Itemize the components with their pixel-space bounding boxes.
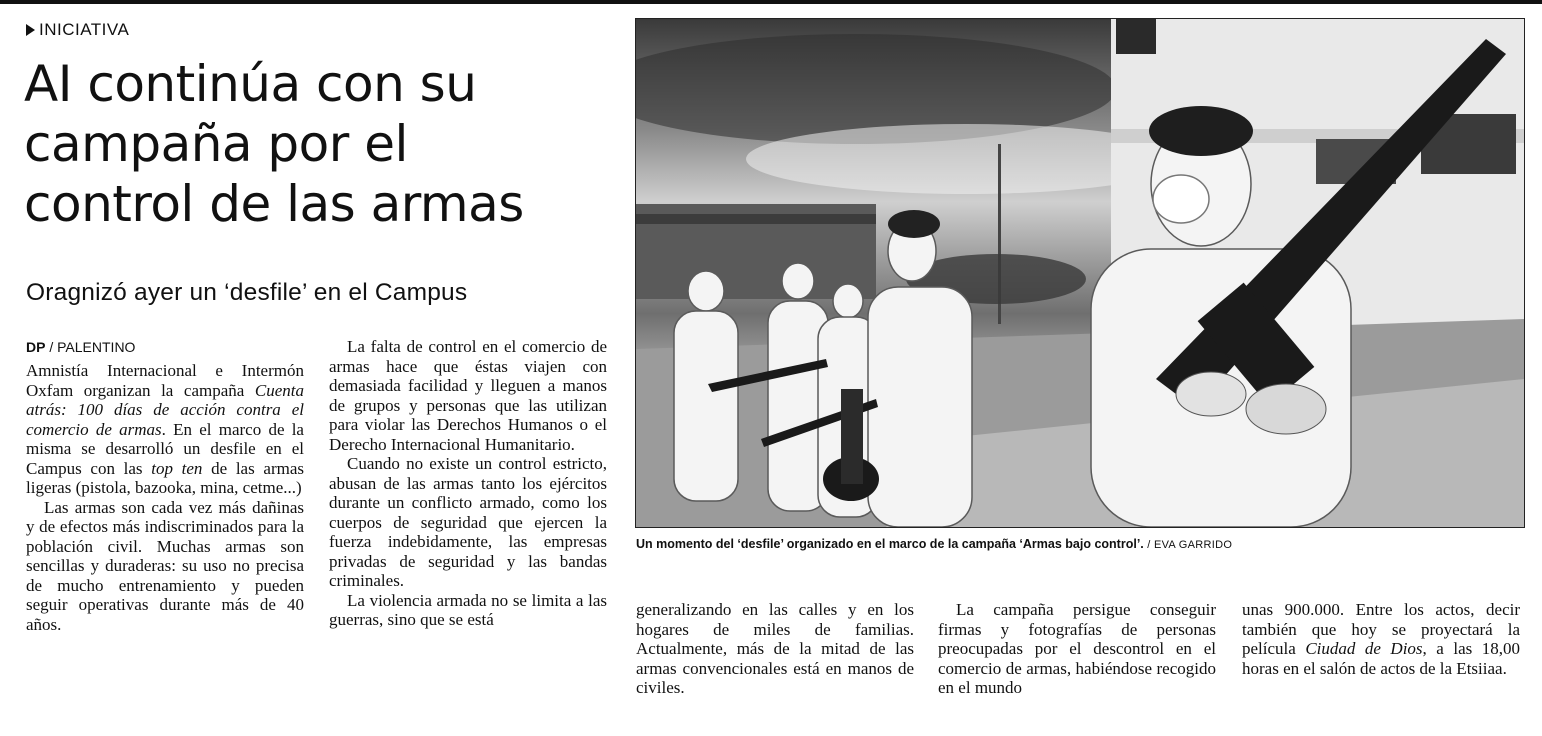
body-column-1	[26, 361, 304, 634]
text-run: Amnistía Internacional e Intermón Oxfam organizan la campaña	[26, 361, 304, 400]
arrow-icon	[26, 24, 35, 36]
text-run: , a las 18,00 horas en el salón de actos de la Etsiiaa.	[1242, 639, 1520, 678]
paragraph: La falta de control en el comercio de armas hace que éstas viajen con demasiada facilidad y lleguen a manos de grupos y personas que las utilizan para violar las Derechos Humanos o el Derecho Internacional Humanitario.	[329, 337, 607, 454]
paragraph: La violencia armada no se limita a las guerras, sino que se está	[329, 590, 607, 629]
body-column-4	[938, 600, 1216, 698]
caption-text: Un momento del ‘desfile’ organizado en el marco de la campaña ‘Armas bajo control’.	[636, 537, 1144, 551]
section-label	[26, 20, 129, 40]
photo-credit: / EVA GARRIDO	[1147, 539, 1233, 551]
text-run: de las armas ligeras (pistola, bazooka, mina, cetme...)	[26, 458, 304, 497]
emphasis-text: top ten	[151, 458, 203, 478]
paragraph: Las armas son cada vez más dañinas y de efectos más indiscriminados para la población civil. Muchas armas son sencillas y duraderas: su uso no precisa de mucho entrenamiento y pueden seguir operativas durante más de 40 años.	[26, 497, 304, 634]
body-column-3	[636, 600, 914, 698]
news-photo	[635, 18, 1525, 528]
paragraph	[26, 361, 304, 498]
byline-location: PALENTINO	[57, 339, 136, 355]
byline-separator: /	[45, 339, 58, 355]
section-label-text: INICIATIVA	[39, 20, 130, 39]
text-run: . En el marco de la misma se desarrolló un desfile en el Campus con las	[26, 419, 304, 478]
headline-line: AI continúa con su	[24, 55, 477, 113]
paragraph	[1242, 600, 1520, 678]
headline-line: campaña por el	[24, 115, 408, 173]
campaign-name: Cuenta atrás: 100 días de acción contra el comercio de armas	[26, 380, 304, 439]
headline	[24, 54, 624, 234]
top-rule	[0, 0, 1542, 4]
headline-line: control de las armas	[24, 175, 524, 233]
paragraph: generalizando en las calles y en los hogares de miles de familias. Actualmente, más de la mitad de las armas convencionales está en manos de civiles.	[636, 600, 914, 697]
photo-caption	[636, 537, 1232, 551]
subheadline: Oragnizó ayer un ‘desfile’ en el Campus	[26, 279, 468, 306]
body-column-5	[1242, 600, 1520, 678]
paragraph: Cuando no existe un control estricto, abusan de las armas tanto los ejércitos durante un conflicto armado, como los cuerpos de seguridad que ejercen la fuerza indebidamente, las empresas privadas de seguridad y las bandas criminales.	[329, 454, 607, 590]
photo-illustration	[636, 19, 1524, 527]
text-run: unas 900.000. Entre los actos, decir también que hoy se proyectará la película	[1242, 600, 1520, 658]
byline-source: DP	[26, 339, 46, 355]
body-column-2	[329, 337, 607, 630]
byline	[26, 339, 135, 355]
paragraph: La campaña persigue conseguir firmas y fotografías de personas preocupadas por el descontrol en el comercio de armas, habiéndose recogido en el mundo	[938, 600, 1216, 697]
film-title: Ciudad de Dios	[1305, 639, 1423, 658]
